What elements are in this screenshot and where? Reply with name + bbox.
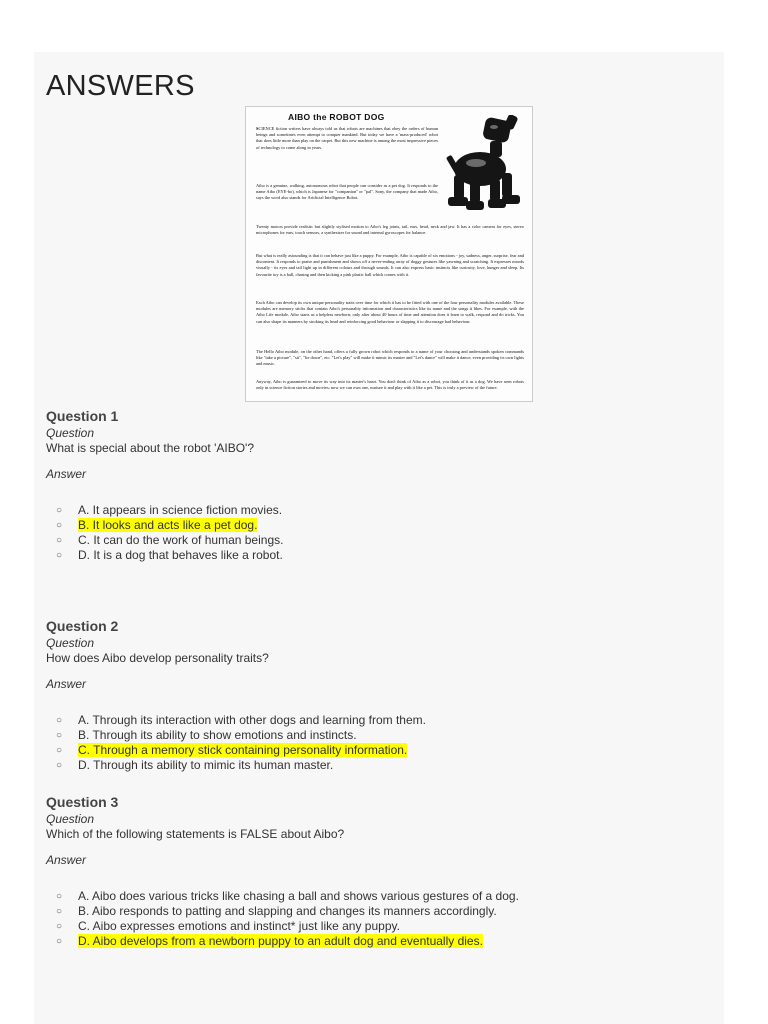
- bullet-circle-icon: ○: [56, 760, 63, 771]
- article-paragraph: The Hello Aibo module, on the other hand, offers a fully grown robot which responds to a name of your choosing and understands spoken commands like "take a picture", "sit", "lie down", etc. "Let's play" will make it mimic its master and "Let's dance" will make it dance, even providing its own lights and music.: [256, 349, 524, 367]
- answer-option[interactable]: [46, 758, 426, 773]
- answer-option[interactable]: [46, 728, 426, 743]
- bullet-circle-icon: ○: [56, 891, 63, 902]
- answer-option-correct[interactable]: [46, 743, 426, 758]
- article-paragraph: SCIENCE fiction writers have always told us that robots are machines that obey the orders of human beings and sometimes even attempt to conquer mankind. But today we have a 'mass-produced' robot that does little more than play on the carpet. But this new machine is among the most impressive pieces of technology to come along in years.: [256, 126, 438, 150]
- bullet-circle-icon: ○: [56, 535, 63, 546]
- bullet-circle-icon: ○: [56, 730, 63, 741]
- bullet-circle-icon: ○: [56, 906, 63, 917]
- option-text: A. Aibo does various tricks like chasing a ball and shows various gestures of a dog.: [78, 889, 519, 903]
- article-clipping: [245, 106, 533, 402]
- answer-options: [46, 503, 283, 563]
- bullet-circle-icon: ○: [56, 936, 63, 947]
- bullet-circle-icon: ○: [56, 550, 63, 561]
- option-text: C. Aibo expresses emotions and instinct* just like any puppy.: [78, 919, 400, 933]
- answer-option[interactable]: [46, 533, 283, 548]
- article-paragraph: Each Aibo can develop its own unique personality traits over time for which it has to be fitted with one of the four personality modules available. These modules are memory sticks that contain Aibo's personality information and characteristics like its name and the songs it likes. For example, with the Aibo Life module, Aibo starts as a helpless newborn; only after about 40 hours of time and attention does it learn to walk, respond and do tricks. You can also shape its manners by stroking its head and reinforcing good behaviour or slapping it to discourage bad behaviour.: [256, 300, 524, 324]
- bullet-circle-icon: ○: [56, 745, 63, 756]
- article-title: AIBO the ROBOT DOG: [288, 112, 385, 122]
- answer-option-correct[interactable]: [46, 934, 519, 949]
- option-text: C. It can do the work of human beings.: [78, 533, 284, 547]
- question-block-3: [46, 794, 519, 949]
- answer-option[interactable]: [46, 889, 519, 904]
- bullet-circle-icon: ○: [56, 520, 63, 531]
- answer-option[interactable]: [46, 503, 283, 518]
- option-text: B. Aibo responds to patting and slapping and changes its manners accordingly.: [78, 904, 497, 918]
- option-text: D. It is a dog that behaves like a robot.: [78, 548, 283, 562]
- question-label: Question: [46, 426, 95, 440]
- bullet-circle-icon: ○: [56, 715, 63, 726]
- answer-option-correct[interactable]: [46, 518, 283, 533]
- question-text: Which of the following statements is FALSE about Aibo?: [46, 827, 345, 841]
- question-text: What is special about the robot 'AIBO'?: [46, 441, 255, 455]
- question-label: Question: [46, 812, 95, 826]
- option-text: A. Through its interaction with other dogs and learning from them.: [78, 713, 426, 727]
- answer-label: Answer: [46, 677, 87, 691]
- option-text-highlighted: D. Aibo develops from a newborn puppy to an adult dog and eventually dies.: [78, 934, 483, 948]
- bullet-circle-icon: ○: [56, 921, 63, 932]
- bullet-circle-icon: ○: [56, 505, 63, 516]
- question-block-2: [46, 618, 426, 773]
- answer-option[interactable]: [46, 919, 519, 934]
- robot-dog-image: [436, 115, 528, 215]
- question-label: Question: [46, 636, 95, 650]
- answer-option[interactable]: [46, 548, 283, 563]
- question-heading: Question 2: [46, 618, 119, 634]
- answer-options: [46, 889, 519, 949]
- option-text-highlighted: B. It looks and acts like a pet dog.: [78, 518, 258, 532]
- option-text: B. Through its ability to show emotions and instincts.: [78, 728, 357, 742]
- question-text: How does Aibo develop personality traits?: [46, 651, 269, 665]
- article-paragraph: But what is really astounding is that it can behave just like a puppy. For example, Aibo is capable of six emotions - joy, sadness, anger, surprise, fear and discontent. It responds to praise and punishment and shows off a never-ending array of doggy gestures like yawning and scratching. It expresses moods visually - its eyes and tail light up in different colours and through sounds. It can also express basic instincts like curiosity, love, hunger and sleep. Its favourite toy is a ball, chasing and then kicking a pink plastic ball which comes with it.: [256, 253, 524, 277]
- option-text-highlighted: C. Through a memory stick containing personality information.: [78, 743, 408, 757]
- option-text: A. It appears in science fiction movies.: [78, 503, 283, 517]
- article-paragraph: Anyway, Aibo is guaranteed to move its way into its master's heart. You don't think of Aibo as a robot, you think of it as a dog. We have seen robots only in science fiction stories and movies; now we can own one, nurture it and play with it like a pet. This is truly a preview of the future.: [256, 379, 524, 391]
- question-block-1: [46, 408, 283, 563]
- question-heading: Question 1: [46, 408, 119, 424]
- option-text: D. Through its ability to mimic its human master.: [78, 758, 334, 772]
- answer-label: Answer: [46, 853, 87, 867]
- article-paragraph: Aibo is a genuine, walking, autonomous robot that people can consider as a pet dog. It responds to the name Aibo (EYE-bo), which is Japanese for "companion" or "pal". Sony, the company that made Aibo, says the word also stands for Artificial Intelligence Robot.: [256, 183, 438, 201]
- answer-option[interactable]: [46, 713, 426, 728]
- answer-options: [46, 713, 426, 773]
- article-paragraph: Twenty motors provide realistic but slightly stylised motion to Aibo's leg joints, tail, ears, head, neck and jaw. It has a color camera for eyes, stereo microphones for ears, touch sensors, a synthesizer for sound and internal gyroscopes for balance.: [256, 224, 524, 236]
- question-heading: Question 3: [46, 794, 119, 810]
- answer-label: Answer: [46, 467, 87, 481]
- answer-option[interactable]: [46, 904, 519, 919]
- page-title: ANSWERS: [46, 70, 195, 102]
